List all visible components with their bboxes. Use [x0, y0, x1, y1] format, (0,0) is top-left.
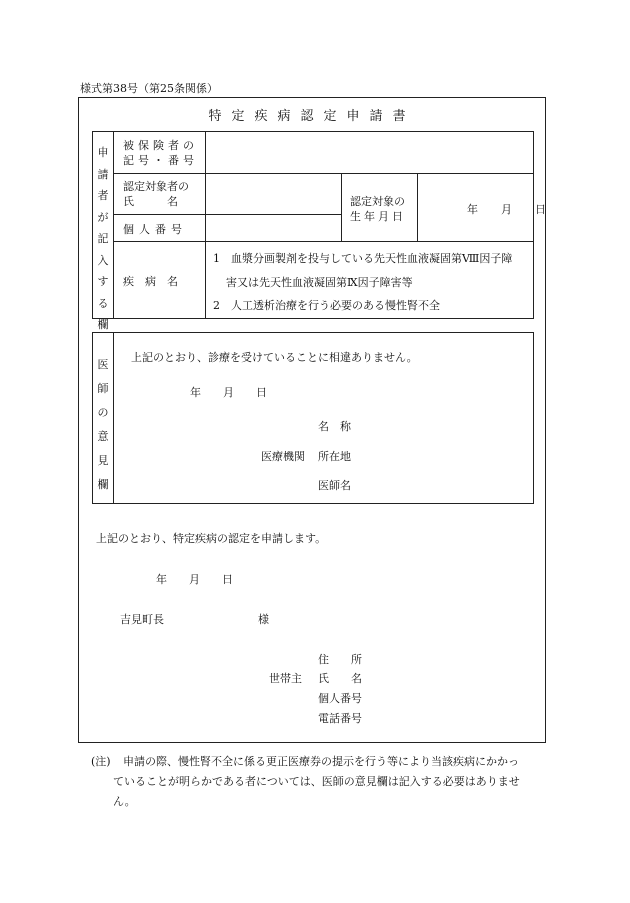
doctor-side-label: 医 師 の 意 見 欄 [97, 358, 109, 491]
doctor-statement: 上記のとおり、診療を受けていることに相違ありません。 [131, 351, 418, 364]
institution-address-label: 所在地 [318, 450, 351, 463]
applicant-address-label: 住 所 [318, 653, 362, 666]
footnote-line-3: ん。 [113, 795, 136, 808]
footnote-line-2: ていることが明らかである者については、医師の意見欄は記入する必要はありませ [113, 775, 520, 788]
insured-number-field[interactable] [206, 133, 532, 172]
subject-name-field[interactable] [206, 174, 340, 213]
institution-label: 医療機関 [261, 450, 305, 463]
disease-label: 疾 病 名 [123, 275, 178, 288]
honorific: 様 [258, 613, 269, 626]
insured-number-label: 被保険者の 記号・番号 [123, 139, 198, 167]
applicant-name-label: 氏 名 [318, 672, 362, 685]
addressee: 吉見町長 [120, 613, 164, 626]
applicant-section [92, 131, 552, 331]
form-number: 様式第38号（第25条関係） [80, 82, 218, 95]
applicant-side-label: 申 請 者 が 記 入 す る 欄 [97, 146, 109, 331]
doctor-opinion-section [92, 332, 534, 504]
disease-option-1-line1: 1 血漿分画製剤を投与している先天性血液凝固第Ⅷ因子障 [213, 252, 513, 265]
disease-option-1-line2: 害又は先天性血液凝固第Ⅸ因子障害等 [226, 276, 413, 289]
applicant-personal-number-label: 個人番号 [318, 692, 362, 705]
householder-label: 世帯主 [269, 672, 302, 685]
personal-number-label: 個人番号 [123, 223, 187, 236]
form-title: 特定疾病認定申請書 [208, 109, 416, 124]
birth-date-label: 認定対象の 生年月日 [350, 195, 406, 223]
footnote [91, 752, 546, 812]
applicant-phone-label: 電話番号 [318, 712, 362, 725]
application-date[interactable]: 年 月 日 [156, 573, 233, 586]
doctor-name-label: 医師名 [318, 479, 351, 492]
subject-name-label: 認定対象者の 氏 名 [123, 180, 189, 208]
disease-option-2: 2 人工透析治療を行う必要のある慢性腎不全 [213, 299, 440, 312]
institution-name-label: 名 称 [318, 420, 351, 433]
footnote-line-1: 申請の際、慢性腎不全に係る更正医療券の提示を行う等により当該疾病にかかっ [123, 755, 519, 768]
application-statement: 上記のとおり、特定疾病の認定を申請します。 [96, 532, 327, 545]
birth-date-value[interactable]: 年 月 日 [467, 203, 552, 216]
personal-number-field[interactable] [206, 215, 340, 240]
doctor-date[interactable]: 年 月 日 [190, 386, 267, 399]
footnote-lead: (注) [91, 755, 111, 768]
